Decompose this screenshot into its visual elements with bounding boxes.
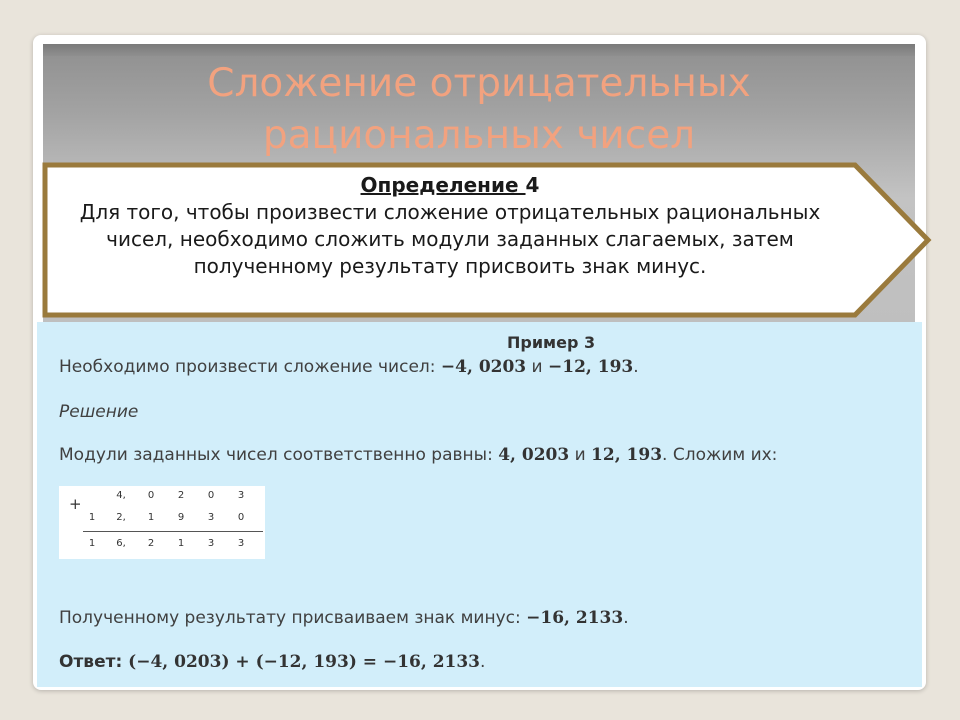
digit-cell: 1 — [177, 538, 185, 549]
modules-number-1: 4, 0203 — [498, 445, 570, 465]
plus-sign: + — [69, 495, 82, 513]
modules-number-2: 12, 193 — [591, 445, 663, 465]
example-title: Пример 3 — [507, 333, 596, 352]
definition-heading-label: Определение — [360, 173, 526, 197]
digit-cell: 9 — [177, 512, 185, 523]
example-task — [59, 357, 639, 377]
sum-row — [59, 538, 265, 556]
modules-and: и — [569, 445, 592, 465]
digit-cell: 0 — [147, 490, 155, 501]
digit-cell: 3 — [207, 538, 215, 549]
slide-title — [43, 58, 915, 162]
answer-label: Ответ: — [59, 652, 129, 672]
definition-body: Для того, чтобы произвести сложение отрицательных рациональных чисел, необходимо сложить модули заданных слагаемых, затем полученному результату присвоить знак минус. — [79, 200, 821, 278]
digit-cell: 6, — [116, 538, 126, 549]
column-addition — [59, 486, 265, 559]
digit-cell: 1 — [147, 512, 155, 523]
definition-text-block — [55, 172, 845, 280]
answer-line — [59, 652, 485, 672]
digit-cell: 2, — [116, 512, 126, 523]
digit-cell: 0 — [207, 490, 215, 501]
title-line-1: Сложение отрицательных — [207, 61, 751, 106]
modules-line — [59, 445, 777, 465]
task-end: . — [633, 357, 639, 377]
title-line-2: рациональных чисел — [262, 113, 696, 158]
digit-cell: 0 — [237, 512, 245, 523]
addend-row-1 — [59, 490, 265, 508]
addend-row-2 — [59, 512, 265, 530]
result-end: . — [623, 608, 629, 628]
task-number-1: −4, 0203 — [440, 357, 527, 377]
digit-cell: 3 — [237, 490, 245, 501]
result-text: Полученному результату присваиваем знак минус: — [59, 608, 527, 628]
title-top-bar — [43, 44, 915, 56]
digit-cell: 4, — [116, 490, 126, 501]
solution-label-text: Решение — [59, 402, 139, 422]
solution-label — [59, 402, 138, 422]
example-panel — [37, 322, 922, 687]
digit-cell: 3 — [207, 512, 215, 523]
definition-heading — [55, 172, 845, 199]
answer-expression: (−4, 0203) + (−12, 193) = −16, 2133 — [128, 652, 481, 672]
digit-cell: 3 — [237, 538, 245, 549]
modules-text: Модули заданных чисел соответственно равны: — [59, 445, 499, 465]
digit-cell: 2 — [147, 538, 155, 549]
digit-cell: 1 — [88, 512, 96, 523]
sum-rule — [83, 531, 263, 532]
modules-end: . Сложим их: — [662, 445, 778, 465]
definition-heading-number: 4 — [525, 173, 540, 197]
task-number-2: −12, 193 — [548, 357, 634, 377]
result-number: −16, 2133 — [526, 608, 624, 628]
task-and: и — [526, 357, 548, 377]
digit-cell: 1 — [88, 538, 96, 549]
digit-cell: 2 — [177, 490, 185, 501]
answer-end: . — [480, 652, 486, 672]
result-line — [59, 608, 629, 628]
task-text: Необходимо произвести сложение чисел: — [59, 357, 441, 377]
